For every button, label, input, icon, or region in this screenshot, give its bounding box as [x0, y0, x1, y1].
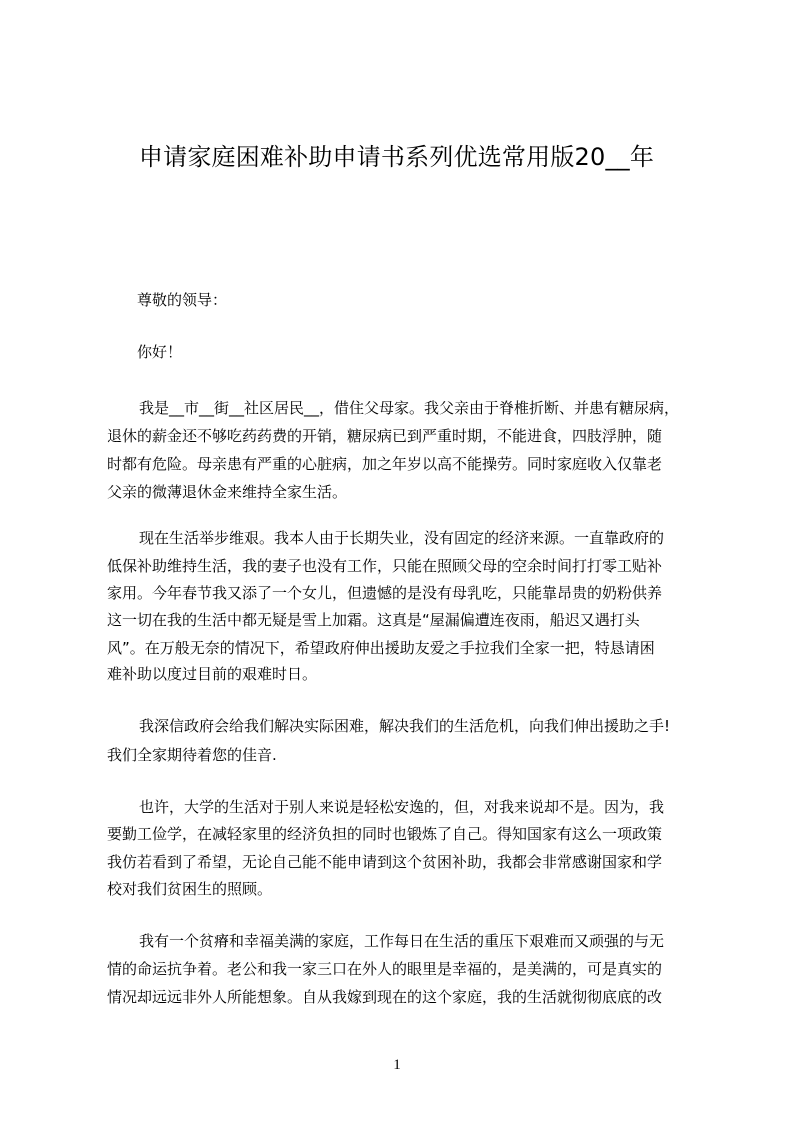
paragraph-line: 家用。今年春节我又添了一个女儿，但遗憾的是没有母乳吃，只能靠昂贵的奶粉供养 [107, 584, 663, 602]
paragraph-line: 我深信政府会给我们解决实际困难，解决我们的生活危机，向我们伸出援助之手! [139, 717, 671, 735]
paragraph-line: 情况却远远非外人所能想象。自从我嫁到现在的这个家庭，我的生活就彻彻底底的改 [107, 988, 663, 1006]
paragraph-line: 要勤工俭学，在减轻家里的经济负担的同时也锻炼了自己。得知国家有这么一项政策 [107, 825, 663, 843]
paragraph-line: 这一切在我的生活中都无疑是雪上加霜。这真是“屋漏偏遭连夜雨，船迟又遇打头 [107, 611, 640, 629]
paragraph-line: 父亲的微薄退休金来维持全家生活。 [107, 483, 348, 501]
paragraph-line: 低保补助维持生活，我的妻子也没有工作，只能在照顾父母的空余时间打打零工贴补 [107, 557, 663, 575]
greeting: 你好！ [137, 343, 183, 361]
paragraph-line: 我是__市__街__社区居民__，借住父母家。我父亲由于脊椎折断、并患有糖尿病， [139, 399, 680, 417]
paragraph-line: 也许，大学的生活对于别人来说是轻松安逸的，但，对我来说却不是。因为，我 [139, 798, 665, 816]
paragraph-line: 风”。在万般无奈的情况下，希望政府伸出援助友爱之手拉我们全家一把，特恳请困 [107, 639, 655, 657]
paragraph-line: 我仿若看到了希望，无论自己能不能申请到这个贫困补助，我都会非常感谢国家和学 [107, 853, 663, 871]
paragraph-line: 校对我们贫困生的照顾。 [107, 880, 273, 898]
paragraph-line: 现在生活举步维艰。我本人由于长期失业，没有固定的经济来源。一直靠政府的 [139, 529, 665, 547]
page-number: 1 [393, 1057, 401, 1073]
paragraph-line: 情的命运抗争着。老公和我一家三口在外人的眼里是幸福的，是美满的，可是真实的 [107, 960, 663, 978]
paragraph-line: 我有一个贫瘠和幸福美满的家庭，工作每日在生活的重压下艰难而又顽强的与无 [139, 932, 665, 950]
paragraph-line: 时都有危险。母亲患有严重的心脏病，加之年岁以高不能操劳。同时家庭收入仅靠老 [107, 455, 663, 473]
paragraph-line: 我们全家期待着您的佳音. [107, 746, 277, 764]
salutation: 尊敬的领导： [137, 291, 228, 309]
document-title: 申请家庭困难补助申请书系列优选常用版20__年 [138, 143, 655, 171]
paragraph-line: 难补助以度过目前的艰难时日。 [107, 665, 318, 683]
paragraph-line: 退休的薪金还不够吃药药费的开销，糖尿病已到严重时期，不能进食，四肢浮肿，随 [107, 427, 663, 445]
